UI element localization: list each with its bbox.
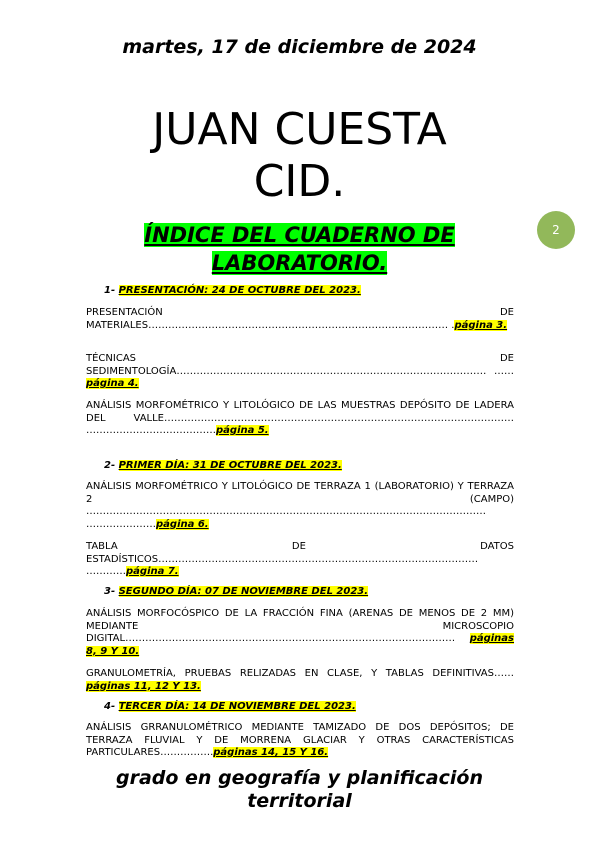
entry-page: página 4. — [86, 378, 139, 389]
entry-page: página 7. — [126, 566, 179, 577]
entry-text: ANÁLISIS MORFOCÓSPICO DE LA FRACCIÓN FINA (ARENAS DE MENOS DE 2 MM) MEDIANTE MICROSCOPIO DIGITAL — [86, 608, 514, 644]
index-entry — [86, 481, 514, 531]
footer-line2: territorial — [247, 790, 352, 812]
entry-leader: …………………………………………………………………………………… ………… — [86, 553, 479, 577]
section-number: 2- — [104, 460, 116, 471]
section-title: SEGUNDO DÍA: 07 DE NOVIEMBRE DEL 2023. — [118, 586, 369, 597]
entry-page: páginas 11, 12 Y 13. — [86, 680, 201, 692]
entry-page: páginas 8, 9 Y 10. — [86, 633, 514, 657]
entry-leader: …… — [494, 668, 514, 679]
entry-leader: ………………………………………………………………………………………………………… ………………… — [86, 506, 486, 530]
entry-leader: ………………………………………………………………………………… …… — [176, 365, 514, 377]
footer-degree — [0, 767, 599, 813]
entry-text: TÉCNICAS DE SEDIMENTOLOGÍA — [86, 353, 514, 377]
entry-leader: …………………………………………………………………………………………… ………………………………… — [86, 412, 514, 436]
section-title: PRESENTACIÓN: 24 DE OCTUBRE DEL 2023. — [118, 285, 361, 296]
index-title — [100, 221, 499, 277]
index-entry — [86, 722, 514, 760]
index-entry — [86, 541, 514, 579]
entry-text: GRANULOMETRÍA, PRUEBAS RELIZADAS EN CLASE, Y TABLAS DEFINITIVAS — [86, 668, 494, 679]
section-title: PRIMER DÍA: 31 DE OCTUBRE DEL 2023. — [118, 460, 342, 471]
section-title: TERCER DÍA: 14 DE NOVIEMBRE DEL 2023. — [118, 701, 356, 712]
entry-page: página 5. — [216, 425, 269, 436]
section-number: 1- — [104, 285, 116, 296]
author-name-line1: JUAN CUESTA — [152, 104, 447, 155]
section-heading — [104, 460, 342, 471]
author-name-line2: CID. — [253, 156, 346, 207]
entry-page: página 6. — [156, 518, 209, 530]
entry-text: ANÁLISIS GRRANULOMÉTRICO MEDIANTE TAMIZADO DE DOS DEPÓSITOS; DE TERRAZA FLUVIAL Y DE MORRENA GLACIAR Y OTRAS CARACTERÍSTICAS PARTICULARES — [86, 722, 514, 758]
entry-leader: ……………………………………………………………………………… . — [148, 319, 455, 331]
entry-page: página 3. — [454, 319, 508, 331]
entry-text: ANÁLISIS MORFOMÉTRICO Y LITOLÓGICO DE TERRAZA 1 (LABORATORIO) Y TERRAZA 2 (CAMPO) — [86, 481, 514, 505]
entry-leader: ……………. — [160, 747, 214, 758]
index-entry — [86, 668, 514, 693]
section-heading — [104, 586, 368, 597]
index-entry — [86, 608, 514, 658]
entry-text: TABLA DE DATOS ESTADÍSTICOS — [86, 541, 514, 565]
section-heading — [104, 701, 356, 712]
index-entry — [86, 353, 514, 391]
section-number: 3- — [104, 586, 116, 597]
document-date: martes, 17 de diciembre de 2024 — [122, 36, 477, 58]
section-heading — [104, 285, 361, 296]
index-title-line1: ÍNDICE DEL CUADERNO DE — [144, 223, 455, 247]
entry-text: ANÁLISIS MORFOMÉTRICO Y LITOLÓGICO DE LAS MUESTRAS DEPÓSITO DE LADERA DEL VALLE — [86, 400, 514, 424]
entry-page: páginas 14, 15 Y 16. — [213, 747, 329, 758]
entry-text: PRESENTACIÓN DE MATERIALES — [86, 307, 514, 331]
entry-leader: ……………………………………………………………………………………… — [125, 633, 470, 644]
index-entry — [86, 307, 514, 332]
author-name — [0, 104, 599, 208]
footer-line1: grado en geografía y planificación — [115, 767, 483, 789]
page-number-badge: 2 — [537, 211, 575, 249]
index-entry — [86, 400, 514, 438]
section-number: 4- — [104, 701, 116, 712]
index-title-line2: LABORATORIO. — [211, 251, 388, 275]
